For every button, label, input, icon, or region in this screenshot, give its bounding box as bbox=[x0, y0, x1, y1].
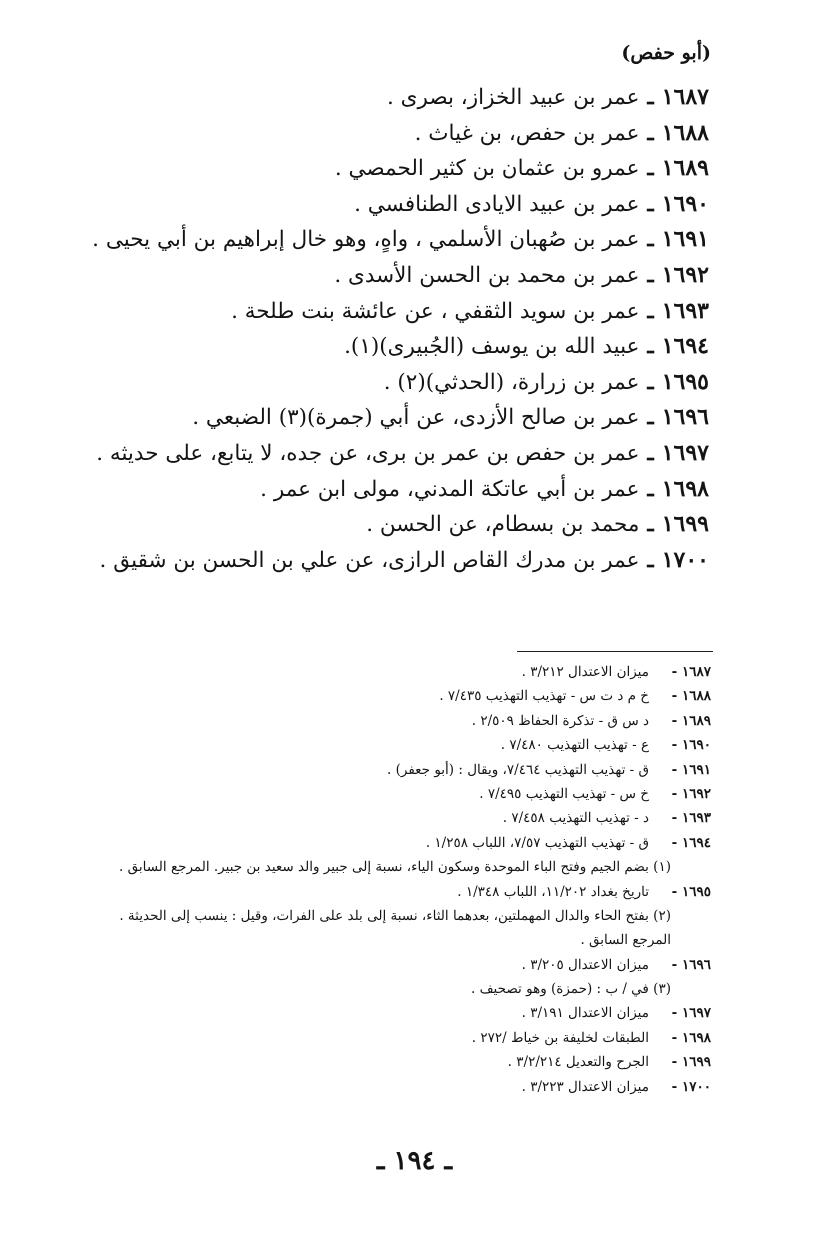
entry-1687: ١٦٨٧ ـ عمر بن عبيد الخزاز، بصرى . bbox=[386, 84, 709, 110]
entry-number: ١٦٩٦ bbox=[661, 404, 709, 431]
entry-number: ١٧٠٠ bbox=[661, 546, 709, 573]
entry-text: عمر بن أبي عاتكة المدني، مولى ابن عمر . bbox=[260, 476, 640, 502]
footnote-text: ميزان الاعتدال ٣/٢٠٥ . bbox=[521, 956, 649, 973]
footnote-text: ع - تهذيب التهذيب ٧/٤٨٠ . bbox=[500, 737, 649, 754]
entry-1692: ١٦٩٢ ـ عمر بن محمد بن الحسن الأسدى . bbox=[334, 261, 709, 288]
entry-text: عمرو بن عثمان بن كثير الحمصي . bbox=[334, 156, 640, 182]
entry-text: عمر بن حفص بن عمر بن برى، عن جده، لا يتابع، على حديثه . bbox=[96, 440, 640, 466]
footnote-text: (١) بضم الجيم وفتح الباء الموحدة وسكون الياء، نسبة إلى جبير والد سعيد بن جبير. المرجع السابق . bbox=[119, 859, 671, 876]
footnote-annotation bbox=[11, 908, 711, 932]
footnote bbox=[11, 957, 711, 981]
footnote-number: ١٦٩٧ - bbox=[671, 1005, 711, 1022]
footnote-text: ميزان الاعتدال ٣/١٩١ . bbox=[521, 1005, 649, 1022]
entry-number: ١٦٨٩ bbox=[661, 155, 709, 182]
running-header: (أبو حفص) bbox=[621, 42, 711, 64]
entry-1699: ١٦٩٩ ـ محمد بن بسطام، عن الحسن . bbox=[366, 511, 709, 538]
footnote-text: ميزان الاعتدال ٣/٢٢٣ . bbox=[521, 1078, 649, 1095]
entry-text: عبيد الله بن يوسف (الجُبيرى)(١). bbox=[344, 334, 640, 360]
footnote-number: ١٦٩١ - bbox=[671, 761, 711, 778]
entry-1689: ١٦٨٩ ـ عمرو بن عثمان بن كثير الحمصي . bbox=[334, 155, 709, 182]
footnote-annotation bbox=[11, 981, 711, 1005]
entry-text: عمر بن صُهبان الأسلمي ، واهٍ، وهو خال إبراهيم بن أبي يحيى . bbox=[92, 227, 640, 253]
footnote bbox=[11, 762, 711, 786]
footnote-text: ق - تهذيب التهذيب ٧/٥٧، اللباب ١/٢٥٨ . bbox=[425, 834, 649, 851]
footnote bbox=[11, 1005, 711, 1029]
entry-text: عمر بن زرارة، (الحدثي)(٢) . bbox=[383, 369, 640, 395]
footnote-text: (٢) بفتح الحاء والدال المهملتين، بعدهما الثاء، نسبة إلى بلد على الفرات، وقيل : ينسب إلى الحديثة . bbox=[119, 907, 671, 924]
footnote-number: ١٦٨٧ - bbox=[671, 664, 711, 680]
footnote bbox=[11, 884, 711, 908]
footnote-text: الجرح والتعديل ٣/٢/٢١٤ . bbox=[507, 1054, 649, 1071]
footnote-text: ميزان الاعتدال ٣/٢١٢ . bbox=[521, 664, 649, 680]
footnote bbox=[11, 688, 711, 712]
entry-number: ١٦٩٧ bbox=[661, 439, 709, 466]
entry-1690: ١٦٩٠ ـ عمر بن عبيد الايادى الطنافسي . bbox=[354, 190, 709, 217]
entry-number: ١٦٩١ bbox=[661, 226, 709, 253]
footnote-number: ١٦٩٨ - bbox=[671, 1029, 711, 1046]
entry-text: عمر بن عبيد الخزاز، بصرى . bbox=[386, 85, 640, 110]
entry-1693: ١٦٩٣ ـ عمر بن سويد الثقفي ، عن عائشة بنت طلحة . bbox=[231, 297, 709, 324]
entry-1696: ١٦٩٦ ـ عمر بن صالح الأزدى، عن أبي (جمرة)(٣) الضبعي . bbox=[192, 404, 709, 431]
footnote-number: ١٦٩٤ - bbox=[671, 834, 711, 851]
entry-list bbox=[49, 84, 709, 582]
entry-1698: ١٦٩٨ ـ عمر بن أبي عاتكة المدني، مولى ابن عمر . bbox=[260, 475, 709, 502]
footnote-number: ١٦٩٥ - bbox=[671, 883, 711, 900]
footnote bbox=[11, 1054, 711, 1078]
footnote bbox=[11, 737, 711, 761]
entry-1691: ١٦٩١ ـ عمر بن صُهبان الأسلمي ، واهٍ، وهو خال إبراهيم بن أبي يحيى . bbox=[92, 226, 709, 253]
footnote-text: خ م د ت س - تهذيب التهذيب ٧/٤٣٥ . bbox=[439, 688, 649, 705]
footnote-text: د س ق - تذكرة الحفاظ ٢/٥٠٩ . bbox=[471, 712, 649, 729]
footnote-number: ١٧٠٠ - bbox=[671, 1078, 711, 1095]
entry-number: ١٦٩٢ bbox=[661, 261, 709, 288]
footnote bbox=[11, 713, 711, 737]
entry-text: عمر بن عبيد الايادى الطنافسي . bbox=[354, 191, 640, 217]
entry-number: ١٦٩٨ bbox=[661, 475, 709, 502]
footnote-text: تاريخ بغداد ١١/٢٠٢، اللباب ١/٣٤٨ . bbox=[457, 883, 649, 900]
footnote-text: ق - تهذيب التهذيب ٧/٤٦٤، ويقال : (أبو جعفر) . bbox=[387, 761, 649, 778]
entry-text: عمر بن سويد الثقفي ، عن عائشة بنت طلحة . bbox=[231, 298, 640, 324]
footnote bbox=[11, 786, 711, 810]
entry-number: ١٦٩٩ bbox=[661, 511, 709, 538]
entry-text: عمر بن حفص، بن غياث . bbox=[414, 120, 640, 146]
footnote-text: د - تهذيب التهذيب ٧/٤٥٨ . bbox=[502, 810, 649, 827]
footnote-text: خ س - تهذيب التهذيب ٧/٤٩٥ . bbox=[479, 785, 649, 802]
footnote-number: ١٦٩٠ - bbox=[671, 737, 711, 754]
footnotes bbox=[11, 664, 711, 1103]
entry-1694: ١٦٩٤ ـ عبيد الله بن يوسف (الجُبيرى)(١). bbox=[344, 333, 709, 360]
entry-number: ١٦٩٥ bbox=[661, 368, 709, 395]
footnote-number: ١٦٩٢ - bbox=[671, 785, 711, 802]
footnote-annotation bbox=[11, 932, 711, 956]
footnote bbox=[11, 810, 711, 834]
footnote-text: (٣) في / ب : (حمزة) وهو تصحيف . bbox=[471, 981, 671, 998]
entry-number: ١٦٨٧ bbox=[661, 84, 709, 110]
footnote-number: ١٦٩٩ - bbox=[671, 1054, 711, 1071]
footnote-divider bbox=[517, 651, 713, 652]
entry-1700: ١٧٠٠ ـ عمر بن مدرك القاص الرازى، عن علي بن الحسن بن شقيق . bbox=[99, 546, 709, 573]
footnote-text: المرجع السابق . bbox=[580, 932, 671, 949]
entry-number: ١٦٩٠ bbox=[661, 190, 709, 217]
page-number: ـ ١٩٤ ـ bbox=[376, 1146, 453, 1176]
entry-1697: ١٦٩٧ ـ عمر بن حفص بن عمر بن برى، عن جده، لا يتابع، على حديثه . bbox=[96, 439, 709, 466]
entry-text: عمر بن مدرك القاص الرازى، عن علي بن الحسن بن شقيق . bbox=[99, 547, 640, 573]
footnote bbox=[11, 1079, 711, 1103]
footnote bbox=[11, 1030, 711, 1054]
entry-1688: ١٦٨٨ ـ عمر بن حفص، بن غياث . bbox=[414, 119, 709, 146]
footnote-number: ١٦٨٨ - bbox=[671, 688, 711, 705]
footnote bbox=[11, 835, 711, 859]
entry-1695: ١٦٩٥ ـ عمر بن زرارة، (الحدثي)(٢) . bbox=[383, 368, 709, 395]
footnote bbox=[11, 664, 711, 688]
entry-text: عمر بن صالح الأزدى، عن أبي (جمرة)(٣) الضبعي . bbox=[192, 405, 640, 431]
entry-number: ١٦٩٣ bbox=[661, 297, 709, 324]
footnote-text: الطبقات لخليفة بن خياط /٢٧٢ . bbox=[471, 1029, 649, 1046]
footnote-number: ١٦٩٦ - bbox=[671, 956, 711, 973]
entry-text: محمد بن بسطام، عن الحسن . bbox=[366, 512, 640, 538]
footnote-number: ١٦٩٣ - bbox=[671, 810, 711, 827]
entry-text: عمر بن محمد بن الحسن الأسدى . bbox=[334, 262, 640, 288]
footnote-annotation bbox=[11, 859, 711, 883]
entry-number: ١٦٨٨ bbox=[661, 119, 709, 146]
entry-number: ١٦٩٤ bbox=[661, 333, 709, 360]
footnote-number: ١٦٨٩ - bbox=[671, 712, 711, 729]
